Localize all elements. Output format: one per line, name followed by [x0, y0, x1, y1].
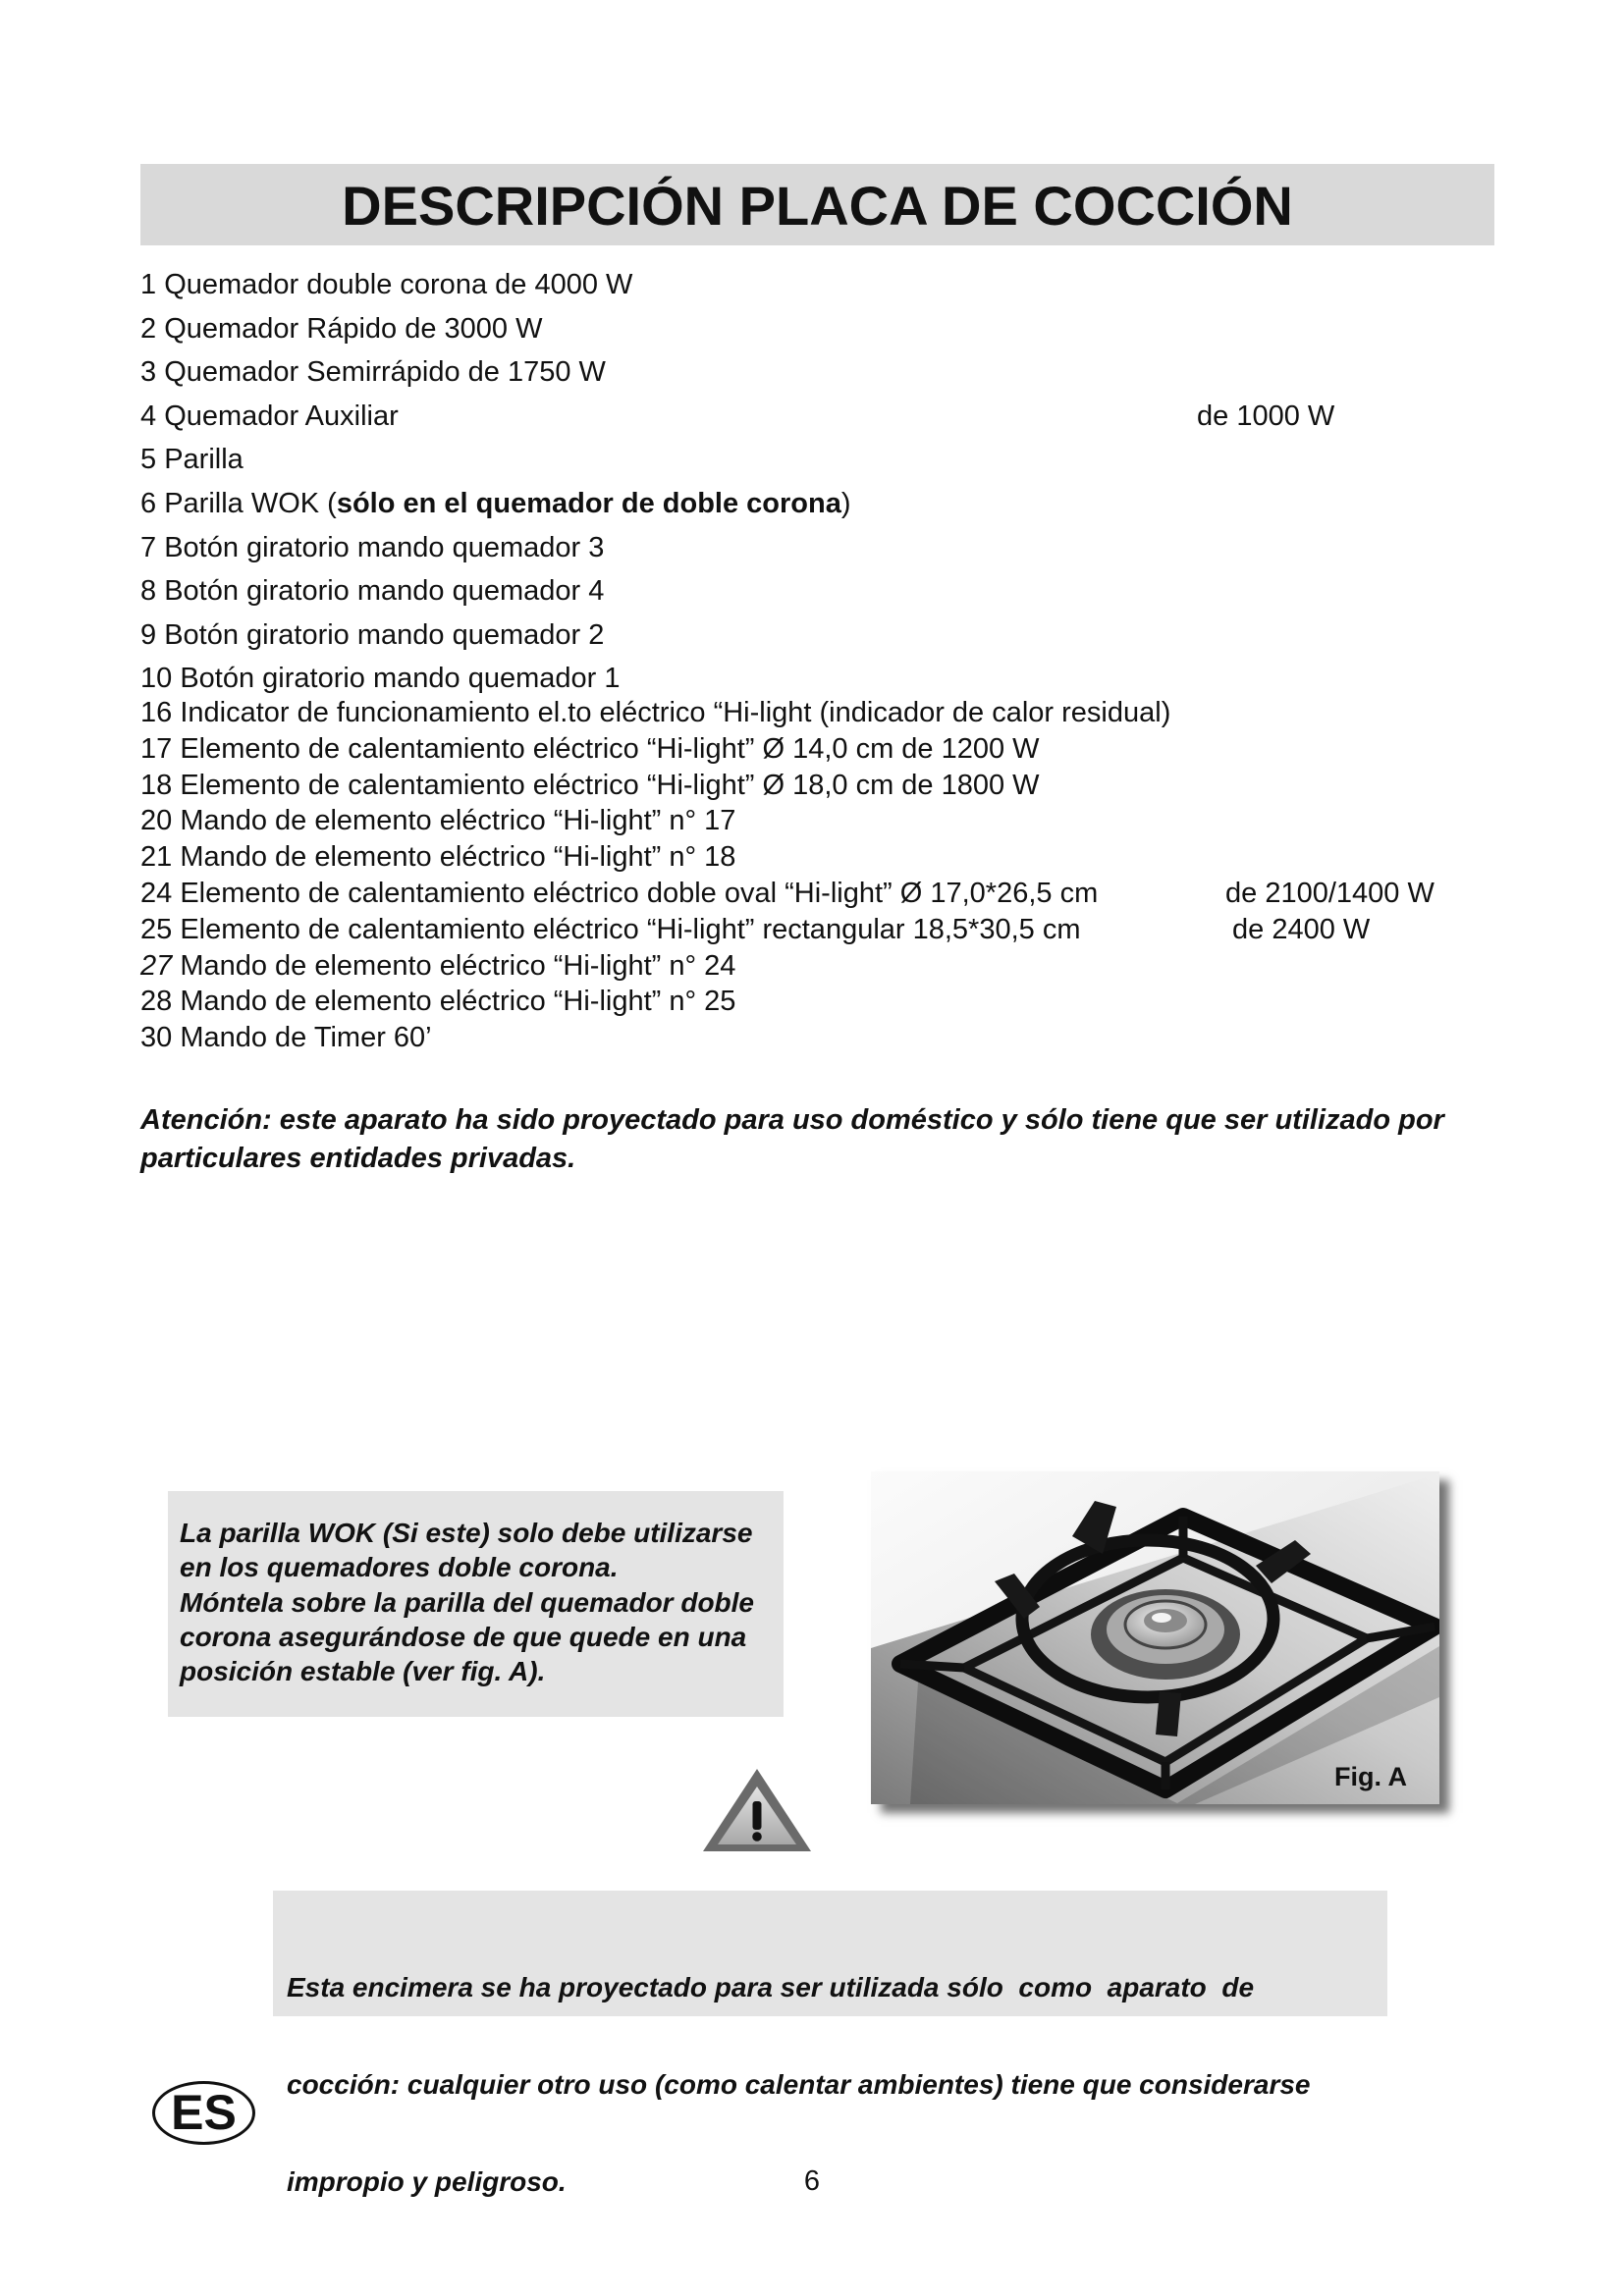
component-number: 16 — [140, 697, 173, 728]
exclamation-dot — [752, 1832, 762, 1842]
component-list-burners — [140, 263, 1515, 701]
component-label: Quemador Auxiliar — [164, 400, 399, 432]
component-label: Parilla WOK ( — [164, 487, 337, 519]
component-number: 1 — [140, 269, 157, 300]
component-item — [140, 263, 1515, 307]
title-bar — [140, 164, 1494, 245]
wok-note-line: La parilla WOK (Si este) solo debe utilizarse — [180, 1518, 753, 1548]
component-number: 21 — [140, 841, 173, 874]
component-label: Mando de elemento eléctrico “Hi-light” n° 24 — [180, 949, 736, 982]
component-label: Botón giratorio mando quemador 2 — [164, 618, 605, 651]
component-number: 24 — [140, 877, 173, 909]
component-number: 2 — [140, 312, 157, 345]
warning-icon-graphic — [701, 1767, 813, 1853]
component-label: Quemador Semirrápido de 1750 W — [164, 356, 606, 389]
attention-notice — [140, 1101, 1444, 1178]
component-label: Botón giratorio mando quemador 3 — [164, 531, 605, 563]
component-item — [140, 803, 1515, 839]
component-number: 17 — [140, 732, 173, 765]
component-label-emphasis: sólo en el quemador de doble corona — [336, 487, 841, 519]
usage-note-line: Esta encimera se ha proyectado para ser utilizada sólo como aparato de — [287, 1972, 1255, 2002]
component-number: 3 — [140, 356, 157, 389]
wok-note-line: posición estable (ver fig. A). — [180, 1656, 546, 1687]
component-item — [140, 731, 1515, 768]
component-item — [140, 948, 1515, 985]
component-item — [140, 768, 1515, 804]
component-label: Elemento de calentamiento eléctrico “Hi-light” Ø 18,0 cm de 1800 W — [180, 769, 1040, 801]
component-item — [140, 526, 1515, 570]
wok-grate-photo — [871, 1471, 1439, 1804]
wok-note-line: corona asegurándose de que quede en una — [180, 1621, 747, 1652]
component-list-electric — [140, 695, 1515, 1056]
component-label: Elemento de calentamiento eléctrico doble oval “Hi-light” Ø 17,0*26,5 cm — [180, 877, 1099, 909]
wok-grate-illustration — [871, 1471, 1439, 1804]
component-number: 4 — [140, 400, 157, 432]
page-title: DESCRIPCIÓN PLACA DE COCCIÓN — [342, 175, 1293, 237]
component-label: Indicator de funcionamiento el.to eléctrico “Hi-light (indicador de calor residual) — [180, 697, 1171, 728]
component-number: 30 — [140, 1022, 173, 1054]
component-item — [140, 614, 1515, 658]
component-number: 27 — [140, 949, 173, 982]
component-label: Mando de elemento eléctrico “Hi-light” n° 17 — [180, 805, 736, 837]
component-item — [140, 1020, 1515, 1056]
component-number: 18 — [140, 769, 173, 801]
usage-note-line: cocción: cualquier otro uso (como calentar ambientes) tiene que considerarse — [287, 2069, 1311, 2100]
component-number: 20 — [140, 805, 173, 837]
component-item — [140, 912, 1515, 948]
usage-note — [273, 1891, 1387, 2197]
component-number: 7 — [140, 531, 157, 563]
component-item — [140, 482, 1515, 526]
component-label: Mando de elemento eléctrico “Hi-light” n° 18 — [180, 841, 736, 874]
attention-line: particulares entidades privadas. — [140, 1143, 576, 1174]
component-item — [140, 350, 1515, 395]
component-label: Elemento de calentamiento eléctrico “Hi-light” Ø 14,0 cm de 1200 W — [180, 732, 1040, 765]
component-item — [140, 307, 1515, 351]
component-number: 8 — [140, 575, 157, 608]
wok-note-line: Móntela sobre la parilla del quemador doble — [180, 1586, 755, 1618]
component-label: Botón giratorio mando quemador 4 — [164, 575, 605, 608]
component-label: Botón giratorio mando quemador 1 — [180, 663, 621, 695]
component-item — [140, 695, 1515, 731]
component-label: Mando de elemento eléctrico “Hi-light” n° 25 — [180, 986, 736, 1018]
wok-ring-prong — [1156, 1691, 1181, 1736]
component-label: Quemador Rápido de 3000 W — [164, 312, 543, 345]
component-value: de 1000 W — [1197, 400, 1335, 432]
component-number: 10 — [140, 663, 173, 695]
component-label: Parilla — [164, 444, 244, 476]
wok-note-line: en los quemadores doble corona. — [180, 1552, 619, 1583]
exclamation-mark — [753, 1801, 762, 1830]
wok-grate-note — [168, 1491, 784, 1717]
attention-line: Atención: este aparato ha sido proyectado para uso doméstico y sólo tiene que ser utilizado por — [140, 1104, 1444, 1136]
usage-note-line: impropio y peligroso. — [287, 2166, 567, 2197]
page-number: 6 — [803, 2165, 821, 2197]
component-number: 6 — [140, 487, 157, 519]
component-value: de 2100/1400 W — [1225, 877, 1435, 909]
component-item — [140, 839, 1515, 876]
component-label: Quemador double corona de 4000 W — [164, 269, 633, 300]
component-number: 25 — [140, 913, 173, 945]
grate-bar — [900, 1664, 964, 1668]
component-item — [140, 438, 1515, 482]
component-item — [140, 876, 1515, 912]
component-label: Mando de Timer 60’ — [180, 1022, 432, 1054]
component-number: 5 — [140, 444, 157, 476]
component-number: 9 — [140, 618, 157, 651]
component-label: Elemento de calentamiento eléctrico “Hi-light” rectangular 18,5*30,5 cm — [180, 913, 1081, 945]
component-value: de 2400 W — [1232, 913, 1371, 945]
component-item — [140, 395, 1515, 439]
component-number: 28 — [140, 986, 173, 1018]
component-item — [140, 569, 1515, 614]
warning-triangle-icon — [701, 1767, 813, 1853]
language-badge: ES — [152, 2081, 255, 2145]
burner-highlight — [1152, 1613, 1171, 1623]
figure-label: Fig. A — [1334, 1762, 1407, 1791]
component-label-end: ) — [840, 487, 851, 519]
component-item — [140, 984, 1515, 1020]
